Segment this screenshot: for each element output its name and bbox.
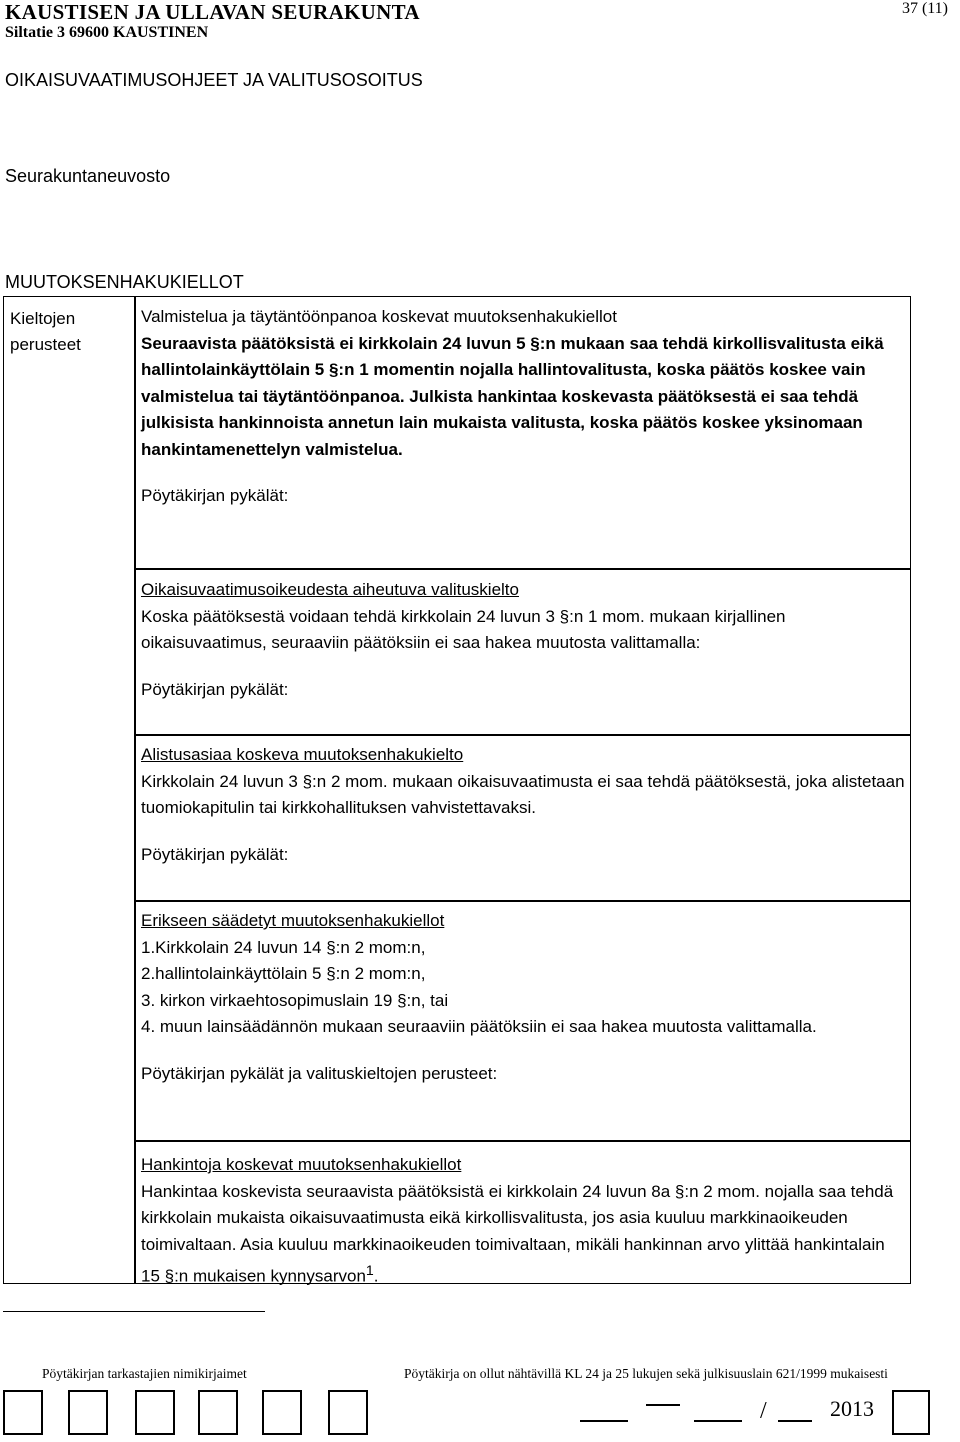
side-label [10,306,81,358]
date-slash: / [760,1398,767,1424]
section-text: Seuraavista päätöksistä ei kirkkolain 24 luvun 5 §:n mukaan saa tehdä kirkollisvalitusta eikä hallintolainkäyttölain 5 §:n 1 momentin nojalla hallintovalitusta, koska päätös koskee vain valmistelua tai täytäntöönpanoa. Julkista hankintaa koskevasta päätöksestä ei saa tehdä julkisista hankinnoista annetun lain mukaista valitusta, koska päätös koskee yksinomaan hankintamenettelyn valmistelua. [141,333,884,459]
section-text: Kirkkolain 24 luvun 3 §:n 2 mom. mukaan oikaisuvaatimusta ei saa tehdä päätöksestä, joka alistetaan tuomiokapitulin tai kirkkohallituksen vahvistettavaksi. [141,771,905,817]
section-reference: Pöytäkirjan pykälät: [141,486,289,505]
section-heading: Erikseen säädetyt muutoksenhakukiellot [141,911,445,930]
date-line[interactable] [778,1420,812,1422]
section-title: MUUTOKSENHAKUKIELLOT [5,272,244,292]
footer-display-label: Pöytäkirja on ollut nähtävillä KL 24 ja 25 lukujen sekä julkisuuslain 621/1999 mukaisesti [404,1366,888,1381]
section-heading: Oikaisuvaatimusoikeudesta aiheutuva valituskielto [141,580,519,599]
year: 2013 [830,1396,874,1421]
section-reference: Pöytäkirjan pykälät: [141,844,289,864]
initials-box[interactable] [198,1390,238,1435]
initials-box[interactable] [262,1390,302,1435]
initials-box[interactable] [135,1390,175,1435]
row-divider [134,568,911,570]
section-reference: Pöytäkirjan pykälät: [141,679,289,699]
row-divider [134,900,911,902]
side-label-line2: perusteet [10,335,81,354]
date-line[interactable] [580,1420,628,1422]
list-item: 4. muun lainsäädännön mukaan seuraaviin päätöksiin ei saa hakea muutosta valittamalla. [141,1017,817,1036]
list-item: 2.hallintolainkäyttölain 5 §:n 2 mom:n, [141,964,426,983]
list-item: 3. kirkon virkaehtosopimuslain 19 §:n, tai [141,990,449,1010]
prohibition-list [141,935,906,1041]
initials-box[interactable] [3,1390,43,1435]
section-heading: Hankintoja koskevat muutoksenhakukiellot [141,1155,462,1174]
side-label-line1: Kieltojen [10,309,76,328]
section-reference: Pöytäkirjan pykälät ja valituskieltojen perusteet: [141,1063,498,1083]
body-name: Seurakuntaneuvosto [5,166,171,186]
initials-box[interactable] [68,1390,108,1435]
organization-name: KAUSTISEN JA ULLAVAN SEURAKUNTA [5,0,420,24]
section-text-body: Hankintaa koskevista seuraavista päätöksistä ei kirkkolain 24 luvun 8a §:n 2 mom. nojalla saa tehdä kirkkolain mukaista oikaisuvaatimusta eikä kirkollisvalitusta, jos asia kuuluu markkinaoikeuden toimivaltaan. Asia kuuluu markkinaoikeuden toimivaltaan, mikäli hankinnan arvo ylittää hankintalain 15 §:n mukaisen kynnysarvon [141,1181,894,1286]
section-procurement [141,1152,906,1290]
organization-address: Siltatie 3 69600 KAUSTINEN [5,24,209,41]
date-line[interactable] [646,1404,680,1406]
initials-box[interactable] [892,1390,930,1435]
footnote-separator [3,1311,265,1312]
section-rectification [141,577,906,703]
section-heading: Valmistelua ja täytäntöönpanoa koskevat muutoksenhakukiellot [141,307,617,326]
section-text-end: . [373,1266,379,1286]
initials-box[interactable] [328,1390,368,1435]
section-preparation [141,304,906,510]
table-column-divider [134,296,136,1284]
date-line[interactable] [694,1420,742,1422]
section-separate-prohibitions [141,908,906,1087]
section-text: Koska päätöksestä voidaan tehdä kirkkolain 24 luvun 3 §:n 1 mom. mukaan kirjallinen oikaisuvaatimus, seuraaviin päätöksiin ei saa hakea muutosta valittamalla: [141,606,786,652]
document-title: OIKAISUVAATIMUSOHJEET JA VALITUSOSOITUS [5,70,423,90]
list-item: 1.Kirkkolain 24 luvun 14 §:n 2 mom:n, [141,937,426,957]
row-divider [134,1140,911,1142]
section-text [141,1179,906,1291]
section-heading: Alistusasiaa koskeva muutoksenhakukielto [141,745,464,764]
footnote-marker: 1 [365,1263,374,1279]
section-submission [141,742,906,868]
row-divider [134,734,911,736]
footer-initials-label: Pöytäkirjan tarkastajien nimikirjaimet [42,1366,247,1381]
page-number: 37 (11) [901,0,948,17]
